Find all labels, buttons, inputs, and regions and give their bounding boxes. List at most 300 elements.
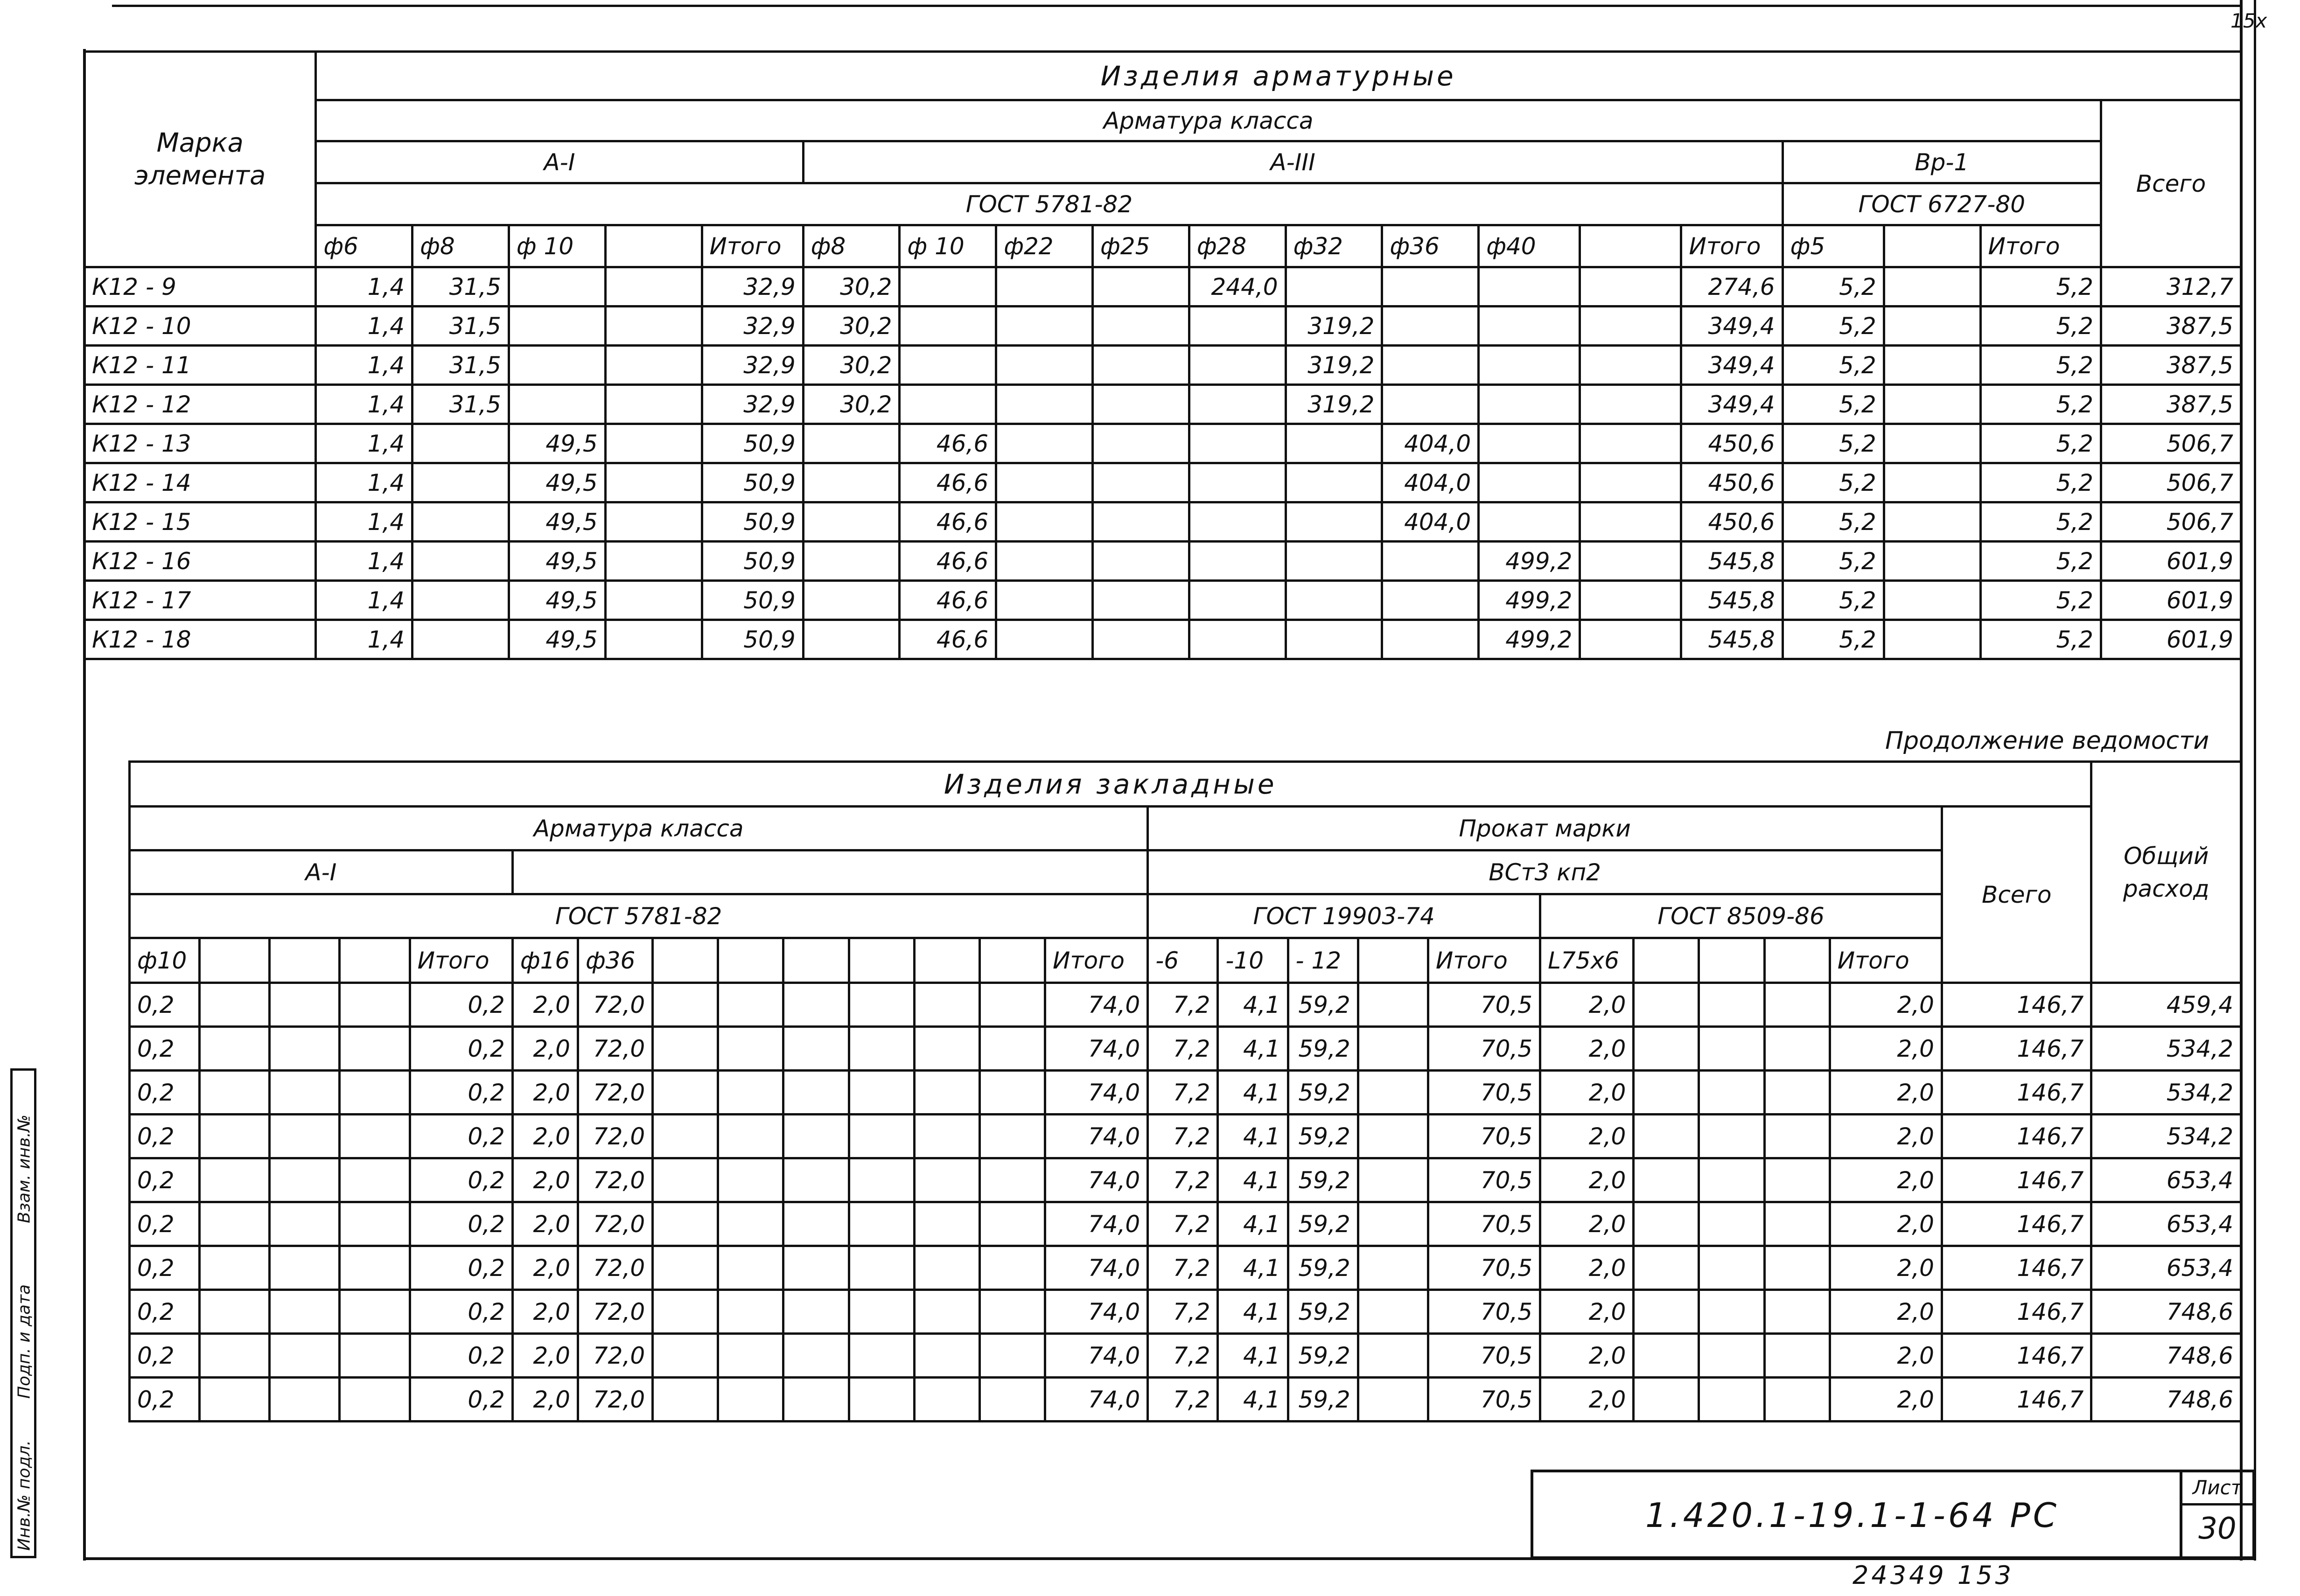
- element-mark: К12 - 14: [84, 463, 316, 502]
- cell: [1479, 267, 1580, 307]
- cell: 506,7: [2101, 463, 2241, 502]
- col-header: [605, 225, 702, 267]
- cell: [849, 1071, 914, 1115]
- cell: [979, 1027, 1045, 1071]
- cell: 653,4: [2091, 1202, 2241, 1246]
- cell: 5,2: [1783, 542, 1884, 581]
- cell: 72,0: [578, 1115, 653, 1158]
- cell: 5,2: [1783, 267, 1884, 307]
- cell: [718, 1027, 783, 1071]
- cell: 2,0: [512, 1378, 578, 1422]
- col-header: ф22: [996, 225, 1093, 267]
- cell: [653, 1202, 718, 1246]
- cell: 0,2: [130, 1290, 200, 1334]
- cell: 653,4: [2091, 1158, 2241, 1202]
- cell: 59,2: [1288, 1290, 1358, 1334]
- cell: [718, 1334, 783, 1378]
- cell: 49,5: [509, 620, 605, 659]
- cell: [1884, 581, 1980, 620]
- col-header: [200, 938, 270, 983]
- cell: 30,2: [803, 385, 900, 424]
- cell: 2,0: [1540, 1158, 1634, 1202]
- cell: 4,1: [1218, 1115, 1288, 1158]
- cell: [605, 502, 702, 542]
- cell: [783, 1334, 849, 1378]
- cell: 70,5: [1428, 1027, 1540, 1071]
- reinforcement-table: [83, 50, 2242, 660]
- cell: 5,2: [1980, 267, 2101, 307]
- cell: [653, 1246, 718, 1290]
- gost-5781: ГОСТ 5781-82: [316, 183, 1783, 225]
- cell: 5,2: [1783, 307, 1884, 346]
- cell: 146,7: [1942, 1378, 2091, 1422]
- cell: 0,2: [410, 1158, 512, 1202]
- cell: [900, 385, 996, 424]
- cell: [1286, 542, 1382, 581]
- col-header: Итого: [1428, 938, 1540, 983]
- cell: [1580, 542, 1681, 581]
- cell: 50,9: [702, 581, 803, 620]
- cell: [270, 1246, 340, 1290]
- col-header: [1699, 938, 1764, 983]
- cell: [653, 1290, 718, 1334]
- cell: 5,2: [1783, 502, 1884, 542]
- cell: 2,0: [512, 1202, 578, 1246]
- cell: [412, 620, 509, 659]
- cell: [605, 581, 702, 620]
- cell: [270, 1334, 340, 1378]
- cell: 601,9: [2101, 542, 2241, 581]
- cell: 1,4: [316, 581, 412, 620]
- cell: [1382, 346, 1479, 385]
- cell: 1,4: [316, 307, 412, 346]
- embedded-items-table: [128, 760, 2242, 1422]
- cell: [1884, 267, 1980, 307]
- cell: [996, 502, 1093, 542]
- cell: [1884, 385, 1980, 424]
- cell: [340, 1334, 410, 1378]
- cell: 7,2: [1148, 1202, 1218, 1246]
- cell: [270, 1378, 340, 1422]
- cell: 450,6: [1681, 424, 1783, 463]
- cell: 2,0: [1540, 1202, 1634, 1246]
- cell: 50,9: [702, 542, 803, 581]
- class-title-embedded: Арматура класса: [130, 807, 1148, 850]
- cell: [900, 307, 996, 346]
- cell: [1764, 1378, 1830, 1422]
- cell: [340, 1027, 410, 1071]
- cell: 1,4: [316, 502, 412, 542]
- cell: [1093, 267, 1189, 307]
- cell: 74,0: [1045, 983, 1148, 1027]
- cell: 748,6: [2091, 1378, 2241, 1422]
- cell: [270, 1158, 340, 1202]
- cell: 506,7: [2101, 424, 2241, 463]
- cell: 5,2: [1980, 385, 2101, 424]
- cell: [340, 1158, 410, 1202]
- cell: [1634, 1158, 1699, 1202]
- cell: 74,0: [1045, 1202, 1148, 1246]
- cell: [653, 1115, 718, 1158]
- cell: 5,2: [1980, 542, 2101, 581]
- cell: 0,2: [410, 1071, 512, 1115]
- cell: 46,6: [900, 424, 996, 463]
- col-header: Итого: [1681, 225, 1783, 267]
- cell: 349,4: [1681, 346, 1783, 385]
- cell: 2,0: [1830, 983, 1942, 1027]
- cell: [849, 1158, 914, 1202]
- cell: 4,1: [1218, 1071, 1288, 1115]
- cell: 59,2: [1288, 1202, 1358, 1246]
- cell: [200, 1071, 270, 1115]
- cell: 74,0: [1045, 1115, 1148, 1158]
- cell: [509, 307, 605, 346]
- cell: [1699, 1115, 1764, 1158]
- group-vr1: Вр-1: [1783, 141, 2101, 183]
- cell: 499,2: [1479, 542, 1580, 581]
- cell: [200, 1290, 270, 1334]
- cell: [340, 1115, 410, 1158]
- cell: [803, 502, 900, 542]
- cell: 46,6: [900, 502, 996, 542]
- col-header: Итого: [410, 938, 512, 983]
- cell: [200, 1334, 270, 1378]
- cell: [1634, 1027, 1699, 1071]
- cell: 5,2: [1980, 463, 2101, 502]
- cell: 7,2: [1148, 1158, 1218, 1202]
- steel-grade: ВСт3 кп2: [1148, 850, 1942, 894]
- cell: [340, 1378, 410, 1422]
- cell: [914, 1378, 979, 1422]
- cell: [200, 1158, 270, 1202]
- col-header: ф10: [130, 938, 200, 983]
- section-title-embedded: Изделия закладные: [130, 762, 2091, 807]
- cell: [200, 1202, 270, 1246]
- cell: 319,2: [1286, 307, 1382, 346]
- cell: 748,6: [2091, 1290, 2241, 1334]
- cell: 2,0: [512, 983, 578, 1027]
- cell: 2,0: [1540, 1334, 1634, 1378]
- cell: [803, 542, 900, 581]
- cell: [914, 1290, 979, 1334]
- cell: [718, 1290, 783, 1334]
- cell: [914, 1158, 979, 1202]
- cell: 70,5: [1428, 1378, 1540, 1422]
- cell: 450,6: [1681, 463, 1783, 502]
- cell: 7,2: [1148, 1246, 1218, 1290]
- col-header: [1580, 225, 1681, 267]
- cell: [1189, 307, 1286, 346]
- cell: 74,0: [1045, 1378, 1148, 1422]
- cell: 72,0: [578, 983, 653, 1027]
- cell: [783, 983, 849, 1027]
- cell: 545,8: [1681, 620, 1783, 659]
- class-title: Арматура класса: [316, 100, 2101, 141]
- cell: [1358, 1246, 1428, 1290]
- cell: 74,0: [1045, 1246, 1148, 1290]
- cell: [1382, 307, 1479, 346]
- cell: [979, 1378, 1045, 1422]
- cell: [996, 424, 1093, 463]
- cell: [900, 346, 996, 385]
- col-header: Итого: [702, 225, 803, 267]
- col-header: [849, 938, 914, 983]
- col-header: [718, 938, 783, 983]
- cell: 0,2: [410, 1115, 512, 1158]
- cell: [509, 385, 605, 424]
- cell: [1382, 620, 1479, 659]
- cell: 545,8: [1681, 542, 1783, 581]
- cell: [270, 983, 340, 1027]
- cell: 74,0: [1045, 1290, 1148, 1334]
- cell: [1699, 1202, 1764, 1246]
- cell: [803, 463, 900, 502]
- class-a1-embedded: А-I: [130, 850, 513, 894]
- cell: 146,7: [1942, 1246, 2091, 1290]
- col-header: [1634, 938, 1699, 983]
- cell: [1189, 502, 1286, 542]
- cell: 5,2: [1783, 620, 1884, 659]
- cell: [340, 983, 410, 1027]
- gost-8509: ГОСТ 8509-86: [1540, 894, 1942, 938]
- cell: 0,2: [410, 1334, 512, 1378]
- cell: 59,2: [1288, 1246, 1358, 1290]
- cell: 2,0: [1540, 1378, 1634, 1422]
- cell: 4,1: [1218, 1334, 1288, 1378]
- cell: [783, 1290, 849, 1334]
- cell: 404,0: [1382, 502, 1479, 542]
- cell: [653, 1378, 718, 1422]
- cell: [1764, 983, 1830, 1027]
- cell: [1093, 307, 1189, 346]
- cell: 5,2: [1980, 581, 2101, 620]
- cell: 59,2: [1288, 1027, 1358, 1071]
- cell: 30,2: [803, 267, 900, 307]
- element-mark: К12 - 11: [84, 346, 316, 385]
- cell: [1699, 1027, 1764, 1071]
- cell: [1699, 1290, 1764, 1334]
- cell: 31,5: [412, 385, 509, 424]
- col-header: ф 10: [509, 225, 605, 267]
- cell: [849, 983, 914, 1027]
- table-row: [130, 1246, 2241, 1290]
- cell: 0,2: [130, 1378, 200, 1422]
- cell: [900, 267, 996, 307]
- cell: [783, 1378, 849, 1422]
- cell: 2,0: [512, 1158, 578, 1202]
- cell: 7,2: [1148, 983, 1218, 1027]
- side-label-sign: Подп. и дата: [14, 1284, 34, 1399]
- cell: 32,9: [702, 307, 803, 346]
- col-header: ф8: [412, 225, 509, 267]
- cell: [783, 1202, 849, 1246]
- cell: 349,4: [1681, 307, 1783, 346]
- cell: [979, 1158, 1045, 1202]
- col-header: Итого: [1980, 225, 2101, 267]
- cell: [1382, 581, 1479, 620]
- cell: [979, 1246, 1045, 1290]
- side-strip: [10, 1068, 36, 1558]
- gost-19903: ГОСТ 19903-74: [1148, 894, 1540, 938]
- cell: 50,9: [702, 424, 803, 463]
- cell: [996, 267, 1093, 307]
- cell: [1358, 1158, 1428, 1202]
- col-header: [979, 938, 1045, 983]
- cell: 2,0: [1830, 1334, 1942, 1378]
- sheet-box: [2180, 1472, 2252, 1556]
- cell: [1093, 385, 1189, 424]
- cell: 146,7: [1942, 1027, 2091, 1071]
- cell: [1634, 1290, 1699, 1334]
- cell: [1479, 502, 1580, 542]
- cell: 601,9: [2101, 581, 2241, 620]
- cell: 2,0: [1540, 1027, 1634, 1071]
- cell: 244,0: [1189, 267, 1286, 307]
- cell: [849, 1202, 914, 1246]
- cell: [1699, 1378, 1764, 1422]
- table-row: [84, 502, 2241, 542]
- cell: 31,5: [412, 267, 509, 307]
- cell: 404,0: [1382, 424, 1479, 463]
- cell: 32,9: [702, 346, 803, 385]
- col-header: ф36: [578, 938, 653, 983]
- col-header: ф28: [1189, 225, 1286, 267]
- cell: [605, 267, 702, 307]
- cell: 0,2: [410, 1027, 512, 1071]
- gost-5781-embedded: ГОСТ 5781-82: [130, 894, 1148, 938]
- col-header: ф 10: [900, 225, 996, 267]
- col-header: -6: [1148, 938, 1218, 983]
- cell: [1358, 983, 1428, 1027]
- cell: [1764, 1202, 1830, 1246]
- cell: 146,7: [1942, 1158, 2091, 1202]
- cell: [1189, 424, 1286, 463]
- cell: 319,2: [1286, 346, 1382, 385]
- col-header: ф40: [1479, 225, 1580, 267]
- cell: 601,9: [2101, 620, 2241, 659]
- cell: [1580, 620, 1681, 659]
- class-blank: [512, 850, 1147, 894]
- cell: 2,0: [1830, 1071, 1942, 1115]
- cell: [914, 1246, 979, 1290]
- cell: [200, 983, 270, 1027]
- cell: 70,5: [1428, 1115, 1540, 1158]
- cell: 70,5: [1428, 1334, 1540, 1378]
- cell: [1358, 1115, 1428, 1158]
- cell: [1634, 983, 1699, 1027]
- cell: [914, 983, 979, 1027]
- cell: 7,2: [1148, 1027, 1218, 1071]
- cell: [1699, 1334, 1764, 1378]
- cell: [1093, 424, 1189, 463]
- cell: 2,0: [1540, 1290, 1634, 1334]
- cell: [1580, 346, 1681, 385]
- cell: [996, 346, 1093, 385]
- cell: [979, 1334, 1045, 1378]
- group-a1: А-I: [316, 141, 803, 183]
- cell: [1189, 581, 1286, 620]
- rolled-title: Прокат марки: [1148, 807, 1942, 850]
- cell: [1358, 1290, 1428, 1334]
- cell: [1479, 424, 1580, 463]
- cell: [803, 620, 900, 659]
- cell: 349,4: [1681, 385, 1783, 424]
- cell: 72,0: [578, 1290, 653, 1334]
- cell: 49,5: [509, 424, 605, 463]
- cell: 7,2: [1148, 1334, 1218, 1378]
- cell: [849, 1334, 914, 1378]
- side-label-inv: Инв.№ подл.: [14, 1440, 34, 1551]
- cell: 31,5: [412, 346, 509, 385]
- cell: 4,1: [1218, 1290, 1288, 1334]
- cell: 387,5: [2101, 385, 2241, 424]
- cell: 5,2: [1783, 424, 1884, 463]
- cell: 1,4: [316, 463, 412, 502]
- cell: 0,2: [410, 1378, 512, 1422]
- cell: [412, 581, 509, 620]
- cell: 1,4: [316, 424, 412, 463]
- cell: 5,2: [1980, 307, 2101, 346]
- cell: [996, 463, 1093, 502]
- cell: [1358, 1334, 1428, 1378]
- cell: [1093, 620, 1189, 659]
- cell: [270, 1290, 340, 1334]
- cell: [718, 1158, 783, 1202]
- table-row: [84, 267, 2241, 307]
- cell: [412, 502, 509, 542]
- cell: [1358, 1202, 1428, 1246]
- sheet-number: 30: [2198, 1512, 2237, 1546]
- cell: [1093, 581, 1189, 620]
- cell: 7,2: [1148, 1290, 1218, 1334]
- cell: [200, 1246, 270, 1290]
- cell: [996, 385, 1093, 424]
- cell: [914, 1071, 979, 1115]
- cell: 2,0: [1830, 1202, 1942, 1246]
- cell: 46,6: [900, 581, 996, 620]
- continuation-note: Продолжение ведомости: [1885, 727, 2209, 755]
- cell: [340, 1290, 410, 1334]
- cell: [1358, 1378, 1428, 1422]
- cell: 5,2: [1783, 346, 1884, 385]
- cell: [1699, 1158, 1764, 1202]
- cell: [200, 1027, 270, 1071]
- cell: 72,0: [578, 1202, 653, 1246]
- cell: [1382, 267, 1479, 307]
- cell: [1634, 1246, 1699, 1290]
- cell: 2,0: [1540, 1071, 1634, 1115]
- cell: 49,5: [509, 463, 605, 502]
- cell: 59,2: [1288, 1378, 1358, 1422]
- cell: 2,0: [1540, 983, 1634, 1027]
- cell: 274,6: [1681, 267, 1783, 307]
- col-header: [1884, 225, 1980, 267]
- col-header: L75x6: [1540, 938, 1634, 983]
- cell: [1286, 424, 1382, 463]
- cell: 545,8: [1681, 581, 1783, 620]
- cell: [1884, 463, 1980, 502]
- cell: [1884, 620, 1980, 659]
- cell: [1580, 463, 1681, 502]
- cell: [914, 1027, 979, 1071]
- table-row: [130, 1027, 2241, 1071]
- element-mark: К12 - 12: [84, 385, 316, 424]
- cell: 49,5: [509, 502, 605, 542]
- cell: [1382, 385, 1479, 424]
- cell: 7,2: [1148, 1071, 1218, 1115]
- cell: 49,5: [509, 542, 605, 581]
- total-header: Всего: [2101, 100, 2241, 267]
